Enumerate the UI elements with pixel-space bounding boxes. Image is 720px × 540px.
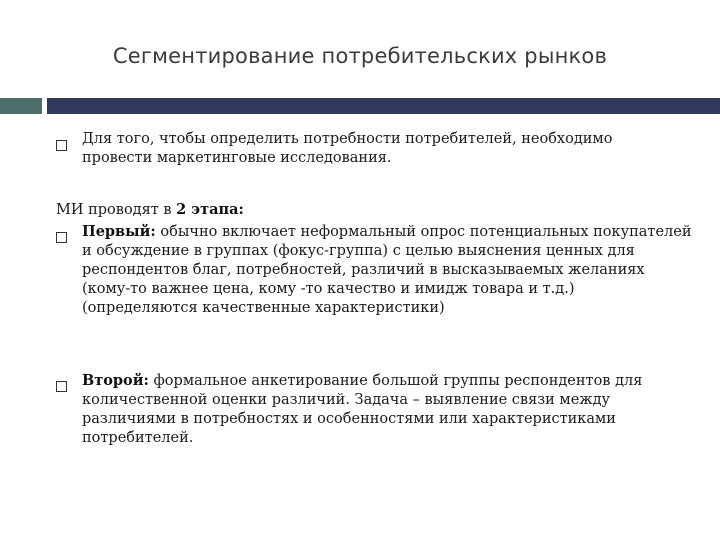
header-bar-accent xyxy=(0,98,42,114)
stages-lead-text: МИ проводят в xyxy=(56,202,177,218)
stages-count: 2 этапа: xyxy=(176,201,244,218)
intro-bullet-text: Для того, чтобы определить потребности потребителей, необходимо провести маркетинговые исследования. xyxy=(82,131,613,166)
square-bullet-icon xyxy=(56,140,67,151)
first-stage-label: Первый: xyxy=(82,223,156,240)
second-stage-label: Второй: xyxy=(82,372,149,389)
second-stage-body: формальное анкетирование большой группы респондентов для количественной оценки различий. Задача – выявление связи между различиями в потребностях и особенностями или характеристиками потребителей. xyxy=(82,373,643,446)
first-stage-text xyxy=(82,222,692,318)
square-bullet-icon xyxy=(56,232,67,243)
square-bullet-icon xyxy=(56,381,67,392)
stages-lead xyxy=(56,200,456,220)
slide-title: Сегментирование потребительских рынков xyxy=(112,44,608,68)
second-stage-text xyxy=(82,371,682,448)
first-stage-body: обычно включает неформальный опрос потенциальных покупателей и обсуждение в группах (фокус-группа) с целью выяснения ценных для респондентов благ, потребностей, различий в высказываемых желаниях (кому-то важнее цена, кому -то качество и имидж товара и т.д.) (определяются качественные характеристики) xyxy=(82,224,692,316)
header-bar xyxy=(47,98,720,114)
